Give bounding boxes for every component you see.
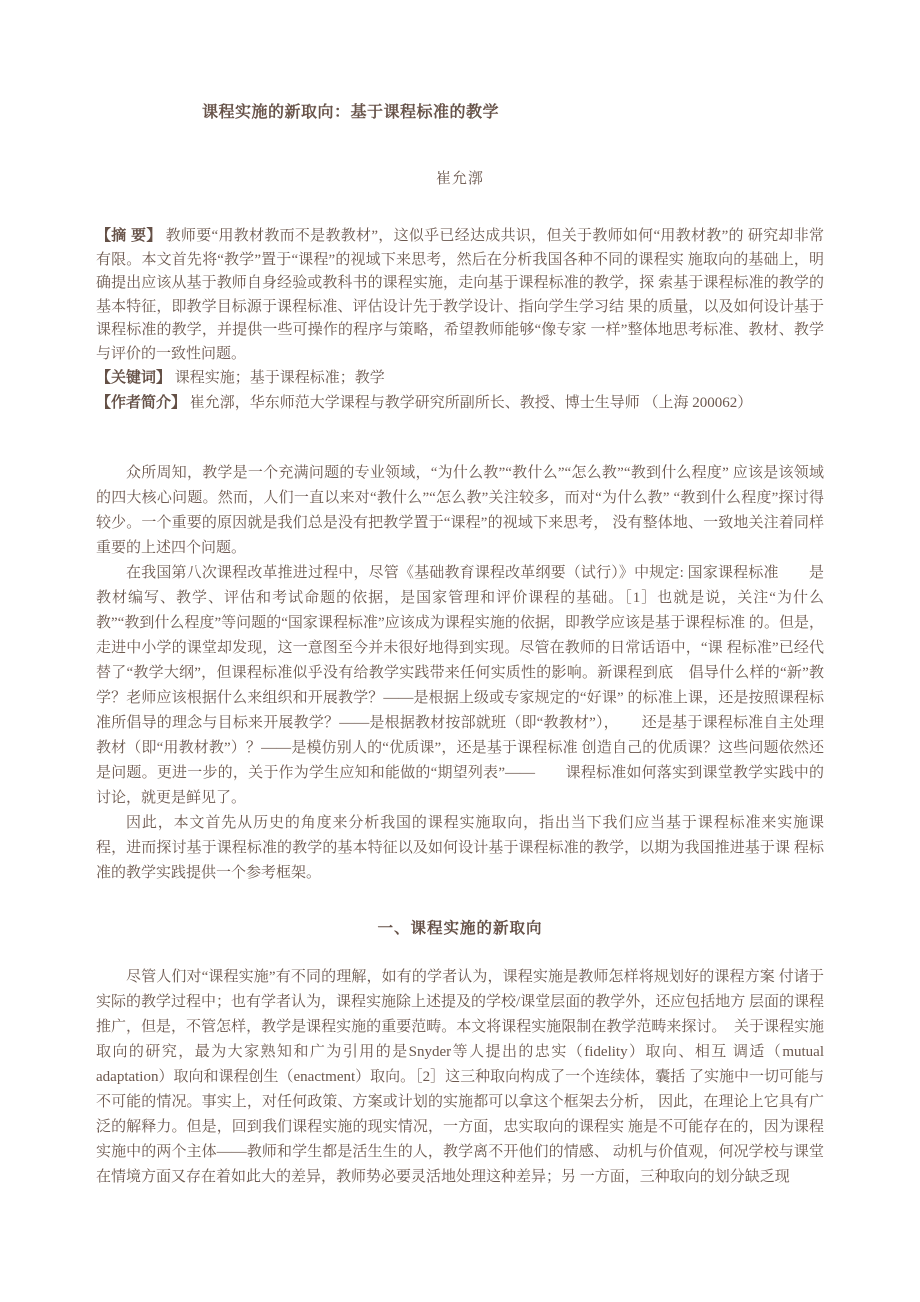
section-1-heading: 一、课程实施的新取向 <box>377 920 543 937</box>
keywords-text: 课程实施；基于课程标准；教学 <box>171 370 385 386</box>
article-body <box>96 461 855 1190</box>
front-matter <box>96 224 824 415</box>
abstract-label: 【摘 要】 <box>96 227 162 244</box>
body-paragraph-1: 众所周知，教学是一个充满问题的专业领域，“为什么教”“教什么”“怎么教”“教到什么程度” 应该是该领域的四大核心问题。然而，人们一直以来对“教什么”“怎么教”关注较多，而对“为什么教” “教到什么程度”探讨得较少。一个重要的原因就是我们总是没有把教学置于“课程”的视域下来思考， 没有整体地、一致地关注着同样重要的上述四个问题。 <box>96 465 824 556</box>
author-bio-line <box>96 391 824 416</box>
section-1-paragraph-1: 尽管人们对“课程实施”有不同的理解，如有的学者认为，课程实施是教师怎样将规划好的课程方案 付诸于实际的教学过程中；也有学者认为，课程实施除上述提及的学校/课堂层面的教学外，还应包括地方 层面的课程推广，但是，不管怎样，教学是课程实施的重要范畴。本文将课程实施限制在教学范畴来探讨。 关于课程实施取向的研究，最为大家熟知和广为引用的是Snyder等人提出的忠实（fidelity）取向、相互 调适（mutual adaptation）取向和课程创生（enactment）取向。［2］这三种取向构成了一个连续体，囊括 了实施中一切可能与不可能的情况。事实上，对任何政策、方案或计划的实施都可以拿这个框架去分析， 因此，在理论上它具有广泛的解释力。但是，回到我们课程实施的现实情况，一方面，忠实取向的课程实 施是不可能存在的，因为课程实施中的两个主体——教师和学生都是活生生的人，教学离不开他们的情感、 动机与价值观，何况学校与课堂在情境方面又存在着如此大的差异，教师势必要灵活地处理这种差异；另 一方面，三种取向的划分缺乏现 <box>96 969 824 1185</box>
keywords-line <box>96 366 824 391</box>
author-bio-label: 【作者简介】 <box>96 393 187 411</box>
author-bio-text: 崔允漷，华东师范大学课程与教学研究所副所长、教授、博士生导师 （上海 200062） <box>186 394 753 411</box>
body-paragraph-3: 因此，本文首先从历史的角度来分析我国的课程实施取向，指出当下我们应当基于课程标准来实施课 程，进而探讨基于课程标准的教学的基本特征以及如何设计基于课程标准的教学，以期为我国推进基于课 程标准的教学实践提供一个参考框架。 <box>96 815 855 881</box>
abstract-text: 教师要“用教材教而不是教教材”，这似乎已经达成共识，但关于教师如何“用教材教”的 研究却非常有限。本文首先将“教学”置于“课程”的视域下来思考，然后在分析我国各种不同的课程实 施取向的基础上，明确提出应该从基于教师自身经验或教科书的课程实施，走向基于课程标准的教学，探 索基于课程标准的教学的基本特征，即教学目标源于课程标准、评估设计先于教学设计、指向学生学习结 果的质量，以及如何设计基于课程标准的教学，并提供一些可操作的程序与策略，希望教师能够“像专家 一样”整体地思考标准、教材、教学与评价的一致性问题。 <box>96 228 824 362</box>
abstract-paragraph <box>96 224 824 366</box>
paper-title: 课程实施的新取向：基于课程标准的教学 <box>202 104 500 121</box>
body-paragraph-2: 在我国第八次课程改革推进过程中，尽管《基础教育课程改革纲要（试行）》中规定: 国家课程标准 是教材编写、教学、评估和考试命题的依据，是国家管理和评价课程的基础。［1］也就是说，关注“为什么 教”“教到什么程度”等问题的“国家课程标准”应该成为课程实施的依据，即教学应该是基于课程标准 的。但是，走进中小学的课堂却发现，这一意图至今并未很好地得到实现。尽管在教师的日常话语中，“课 程标准”已经代替了“教学大纲”，但课程标准似乎没有给教学实践带来任何实质性的影响。新课程到底 倡导什么样的“新”教学？老师应该根据什么来组织和开展教学？——是根据上级或专家规定的“好课” 的标准上课，还是按照课程标准所倡导的理念与目标来开展教学？——是根据教材按部就班（即“教教材”）， 还是基于课程标准自主处理教材（即“用教材教”）？——是模仿别人的“优质课”，还是基于课程标准 创造自己的优质课？这些问题依然还是问题。更进一步的，关于作为学生应知和能做的“期望列表”—— 课程标准如何落实到课堂教学实践中的讨论，就更是鲜见了。 <box>96 565 824 806</box>
keywords-label: 【关键词】 <box>96 369 172 386</box>
author-name: 崔允漷 <box>435 171 484 187</box>
